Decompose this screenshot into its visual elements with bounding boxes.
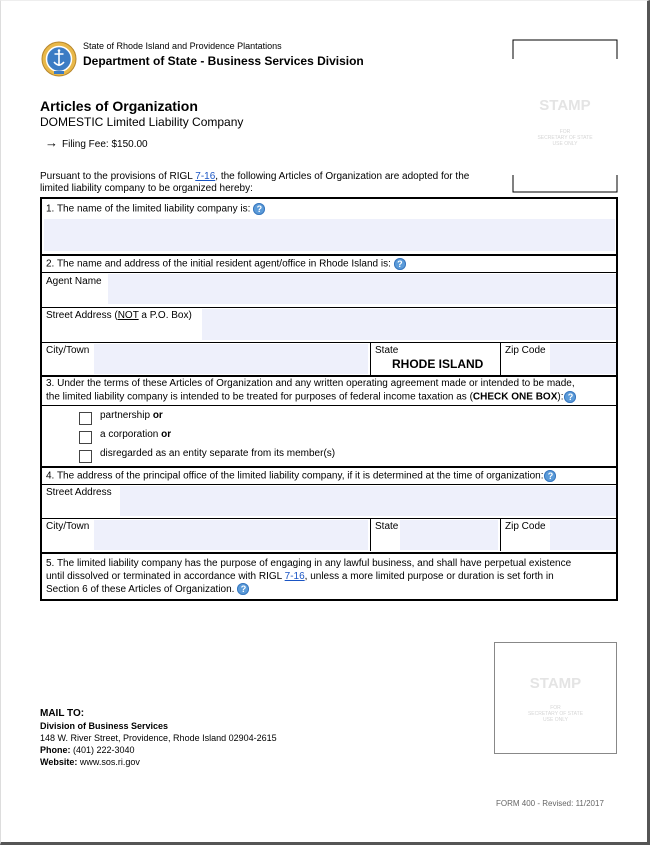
pursuant-text: [40, 171, 490, 195]
rigl-link[interactable]: 7-16: [284, 571, 305, 582]
principal-zip-label: Zip Code: [505, 521, 546, 532]
state-name: State of Rhode Island and Providence Plantations: [83, 41, 282, 51]
help-circle-icon[interactable]: ?: [544, 470, 556, 482]
arrow-right-icon: →: [45, 135, 58, 150]
pursuant-after: , the following Articles of Organization are adopted for the limited liability company to be organized hereby:: [40, 171, 470, 194]
rigl-link[interactable]: 7-16: [195, 171, 216, 182]
partnership-option: [100, 410, 163, 422]
agent-state-value: RHODE ISLAND: [392, 357, 484, 371]
stamp-title: STAMP: [539, 97, 591, 114]
agent-zip-label: Zip Code: [505, 345, 546, 356]
stamp-sub-3: USE ONLY: [543, 717, 568, 723]
agent-zip-field[interactable]: [550, 344, 616, 374]
stamp-box-top: [512, 39, 618, 193]
q2-label: [46, 258, 406, 271]
q2-label-text: 2. The name and address of the initial resident agent/office in Rhode Island is:: [46, 258, 391, 270]
agent-name-field[interactable]: [108, 274, 616, 304]
filing-fee-text: Filing Fee: $150.00: [62, 139, 148, 150]
option-text: disregarded as an entity separate from its member(s): [100, 448, 336, 459]
corporation-option: [100, 429, 171, 441]
q1-label: [46, 203, 265, 216]
q5-text: [46, 557, 618, 596]
help-circle-icon[interactable]: ?: [237, 583, 249, 595]
stamp-sub-1: FOR: [559, 129, 571, 135]
stamp-title: STAMP: [529, 675, 582, 692]
q4-label: [46, 470, 556, 483]
articles-form: [40, 197, 618, 601]
page-title: Articles of Organization: [40, 98, 198, 114]
option-or: or: [161, 429, 172, 440]
principal-street-field[interactable]: [120, 486, 616, 516]
state-seal-icon: [41, 41, 77, 77]
q4-label-text: 4. The address of the principal office of the limited liability company, if it is determined at the time of organization:: [46, 470, 544, 482]
principal-state-label: State: [375, 521, 399, 532]
q3-check-one: CHECK ONE BOX: [472, 391, 558, 403]
phone-label: Phone:: [40, 745, 71, 755]
q3-line2: the limited liability company is intended to be treated for purposes of federal income taxation as (: [46, 391, 473, 403]
agent-street-after: a P.O. Box): [138, 310, 192, 321]
company-name-field[interactable]: [44, 219, 615, 251]
agent-city-field[interactable]: [94, 344, 368, 374]
mail-to-block: [40, 708, 277, 768]
partnership-checkbox[interactable]: [79, 412, 92, 425]
department-name: Department of State - Business Services Division: [83, 54, 364, 68]
q5-line3: Section 6 of these Articles of Organization.: [46, 584, 235, 595]
stamp-sub-1: FOR: [550, 705, 561, 711]
principal-street-label: Street Address: [46, 487, 112, 498]
filing-fee: [45, 135, 148, 150]
agent-street-not: NOT: [117, 310, 139, 321]
q3-line1: 3. Under the terms of these Articles of Organization and any written operating agreement made or intended to be made,: [46, 378, 575, 389]
stamp-box-corners: [512, 39, 618, 193]
help-circle-icon[interactable]: ?: [253, 203, 265, 215]
option-text: partnership: [100, 410, 153, 421]
mail-division: Division of Business Services: [40, 721, 169, 731]
q5-line2-before: until dissolved or terminated in accordance with RIGL: [46, 571, 285, 582]
phone-value: (401) 222-3040: [70, 745, 135, 755]
principal-zip-field[interactable]: [550, 520, 616, 550]
agent-street-before: Street Address (: [46, 310, 118, 321]
stamp-sub-2: SECRETARY OF STATE: [527, 711, 584, 717]
mail-address: 148 W. River Street, Providence, Rhode Island 02904-2615: [40, 733, 277, 743]
mail-website: [40, 756, 277, 768]
stamp-sub-3: USE ONLY: [552, 141, 578, 147]
mail-phone: [40, 744, 277, 756]
stamp-sub-2: SECRETARY OF STATE: [537, 135, 593, 141]
q3-label: [46, 378, 616, 404]
q5-line2-after: , unless a more limited purpose or duration is set forth in: [304, 571, 554, 582]
q3-line2-end: ):: [557, 391, 564, 403]
principal-city-field[interactable]: [94, 520, 368, 550]
disregarded-option: [100, 448, 335, 460]
mail-to-label: MAIL TO:: [40, 708, 85, 719]
principal-state-field[interactable]: [400, 520, 498, 550]
agent-street-label: [46, 310, 192, 322]
agent-street-field[interactable]: [202, 309, 616, 340]
corporation-checkbox[interactable]: [79, 431, 92, 444]
q1-label-text: 1. The name of the limited liability company is:: [46, 203, 251, 215]
help-circle-icon[interactable]: ?: [564, 391, 576, 403]
option-or: or: [152, 410, 163, 421]
agent-city-label: City/Town: [46, 345, 90, 356]
form-number: FORM 400 - Revised: 11/2017: [496, 799, 604, 808]
principal-city-label: City/Town: [46, 521, 90, 532]
disregarded-checkbox[interactable]: [79, 450, 92, 463]
page-subtitle: DOMESTIC Limited Liability Company: [40, 115, 244, 129]
agent-name-label: Agent Name: [46, 276, 102, 287]
pursuant-before: Pursuant to the provisions of RIGL: [40, 171, 196, 182]
option-text: a corporation: [100, 429, 162, 440]
stamp-box-bottom: [494, 642, 617, 754]
q5-line1: 5. The limited liability company has the purpose of engaging in any lawful business, and shall have perpetual existence: [46, 558, 572, 569]
website-label: Website:: [40, 757, 78, 767]
help-circle-icon[interactable]: ?: [394, 258, 406, 270]
agent-state-label: State: [375, 345, 399, 356]
website-value[interactable]: www.sos.ri.gov: [77, 757, 140, 767]
